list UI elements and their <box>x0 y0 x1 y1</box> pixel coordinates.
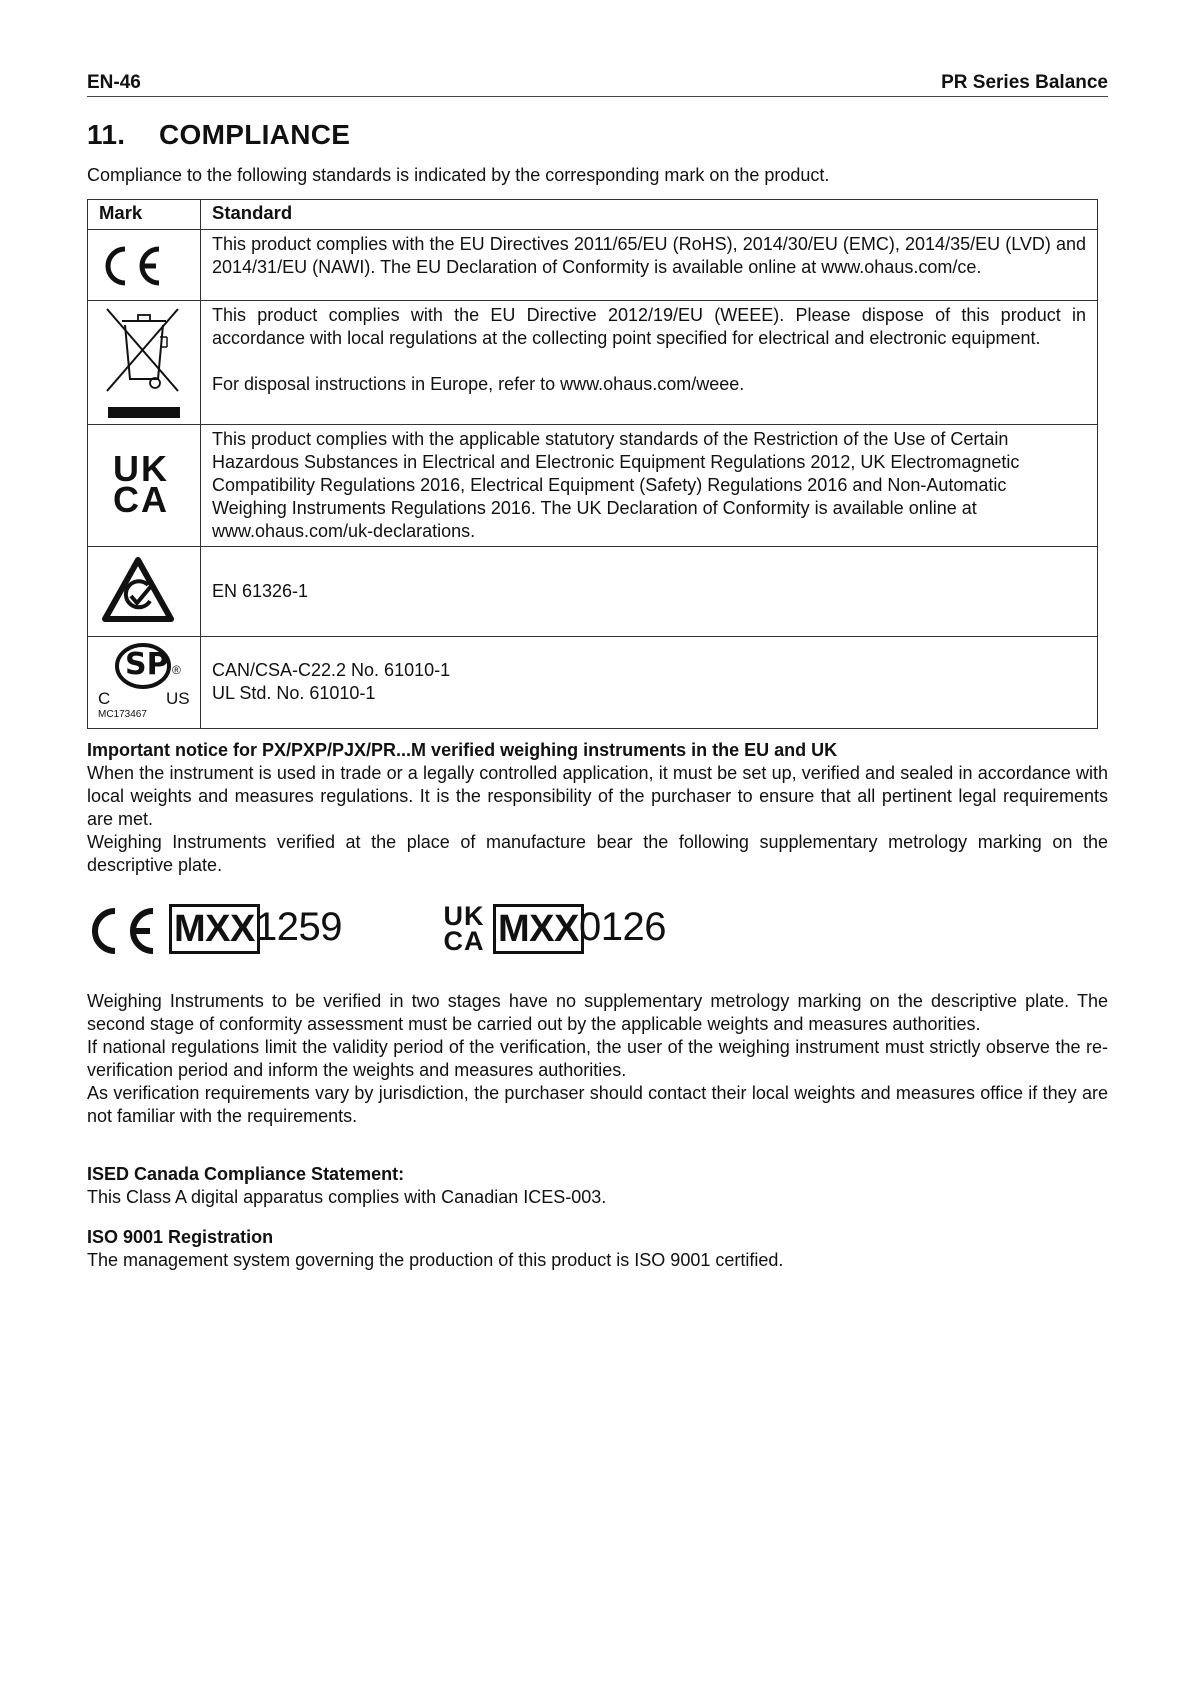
notice-heading: Important notice for PX/PXP/PJX/PR...M verified weighing instruments in the EU and UK <box>87 740 838 760</box>
verification-section <box>87 990 1108 1128</box>
mark-cell <box>88 547 201 637</box>
notified-body-number-eu: 1259 <box>255 905 342 949</box>
weee-crossed-bin-icon <box>104 303 184 421</box>
approved-body-number-uk: 0126 <box>579 905 666 949</box>
section-heading: COMPLIANCE <box>159 119 351 150</box>
ce-mark-icon <box>99 243 165 289</box>
column-header-mark: Mark <box>88 200 201 230</box>
mark-cell <box>88 301 201 425</box>
ukca-mark-top: UK <box>113 448 169 489</box>
notice-section <box>87 739 1108 877</box>
standard-text-cell <box>201 547 1098 637</box>
compliance-table <box>87 199 1098 729</box>
page-number: EN-46 <box>87 72 141 93</box>
standard-text-secondary: For disposal instructions in Europe, refer to www.ohaus.com/weee. <box>212 374 745 394</box>
mark-cell <box>88 230 201 301</box>
mark-cell <box>88 425 201 547</box>
mark-cell <box>88 637 201 729</box>
metrology-mark-uk <box>439 900 759 962</box>
table-row <box>88 637 1098 729</box>
notice-paragraph: When the instrument is used in trade or a legally controlled application, it must be set up, verified and sealed in accordance with local weights and measures regulations. It is the responsibility of the purchaser to ensure that all pertinent legal requirements are met. <box>87 763 1108 829</box>
metrology-mark-eu <box>87 900 407 962</box>
notice-paragraph: Weighing Instruments to be verified in two stages have no supplementary metrology marking on the descriptive plate. The second stage of conformity assessment must be carried out by the applicable weights and measures authorities. <box>87 991 1108 1034</box>
metrology-markings <box>87 900 787 962</box>
rcm-mark-icon <box>102 555 174 627</box>
ised-text: This Class A digital apparatus complies with Canadian ICES-003. <box>87 1187 607 1207</box>
iso-section <box>87 1226 1108 1272</box>
notice-paragraph: As verification requirements vary by jurisdiction, the purchaser should contact their local weights and measures office if they are not familiar with the requirements. <box>87 1083 1108 1126</box>
csa-mark-icon <box>88 637 200 727</box>
standard-text: EN 61326-1 <box>212 581 309 601</box>
document-title: PR Series Balance <box>941 72 1108 93</box>
ukca-mark-bottom: CA <box>443 926 485 956</box>
ukca-mark-icon <box>106 448 176 520</box>
metrology-box-uk: MXX <box>493 904 584 954</box>
notice-paragraph: If national regulations limit the validity period of the verification, the user of the weighing instrument must strictly observe the re-verification period and inform the weights and measures authorities. <box>87 1037 1108 1080</box>
iso-heading: ISO 9001 Registration <box>87 1227 274 1247</box>
standard-text-cell <box>201 301 1098 425</box>
ukca-mark-top: UK <box>443 901 485 931</box>
table-header-row <box>88 200 1098 230</box>
csa-c-label: C <box>98 689 111 708</box>
section-title <box>87 119 350 151</box>
metrology-box-eu: MXX <box>169 904 260 954</box>
standard-text-cell <box>201 637 1098 729</box>
ised-heading: ISED Canada Compliance Statement: <box>87 1164 405 1184</box>
ukca-mark-icon <box>439 901 489 956</box>
csa-us-label: US <box>166 689 190 708</box>
table-row <box>88 301 1098 425</box>
csa-registered-symbol: ® <box>172 663 181 677</box>
ukca-mark-bottom: CA <box>113 479 169 520</box>
table-row <box>88 230 1098 301</box>
standard-text: CAN/CSA-C22.2 No. 61010-1 <box>212 660 451 680</box>
standard-text-secondary: UL Std. No. 61010-1 <box>212 683 376 703</box>
ce-mark-icon <box>87 904 159 958</box>
csa-certificate-code: MC173467 <box>98 709 147 720</box>
csa-logo-text: SP <box>125 647 169 682</box>
intro-text: Compliance to the following standards is indicated by the corresponding mark on the product. <box>87 165 830 185</box>
standard-text: This product complies with the EU Directives 2011/65/EU (RoHS), 2014/30/EU (EMC), 2014/35/EU (LVD) and 2014/31/EU (NAWI). The EU Declaration of Conformity is available online at www.ohaus.com/ce. <box>201 230 1098 301</box>
table-row <box>88 547 1098 637</box>
standard-text: This product complies with the EU Directive 2012/19/EU (WEEE). Please dispose of this product in accordance with local regulations at the collecting point specified for electrical and electronic equipment. <box>212 305 1086 348</box>
column-header-standard: Standard <box>201 200 1098 230</box>
page-header <box>87 70 1108 97</box>
iso-text: The management system governing the production of this product is ISO 9001 certified. <box>87 1250 784 1270</box>
notice-paragraph: Weighing Instruments verified at the place of manufacture bear the following supplementary metrology marking on the descriptive plate. <box>87 832 1108 875</box>
section-number: 11. <box>87 119 126 150</box>
standard-text: This product complies with the applicable statutory standards of the Restriction of the Use of Certain Hazardous Substances in Electrical and Electronic Equipment Regulations 2012, UK Electromagnetic Compatibility Regulations 2016, Electrical Equipment (Safety) Regulations 2016 and Non-Automatic Weighing Instruments Regulations 2016. The UK Declaration of Conformity is available online at www.ohaus.com/uk-declarations. <box>201 425 1098 547</box>
ised-section <box>87 1163 1108 1209</box>
table-row <box>88 425 1098 547</box>
